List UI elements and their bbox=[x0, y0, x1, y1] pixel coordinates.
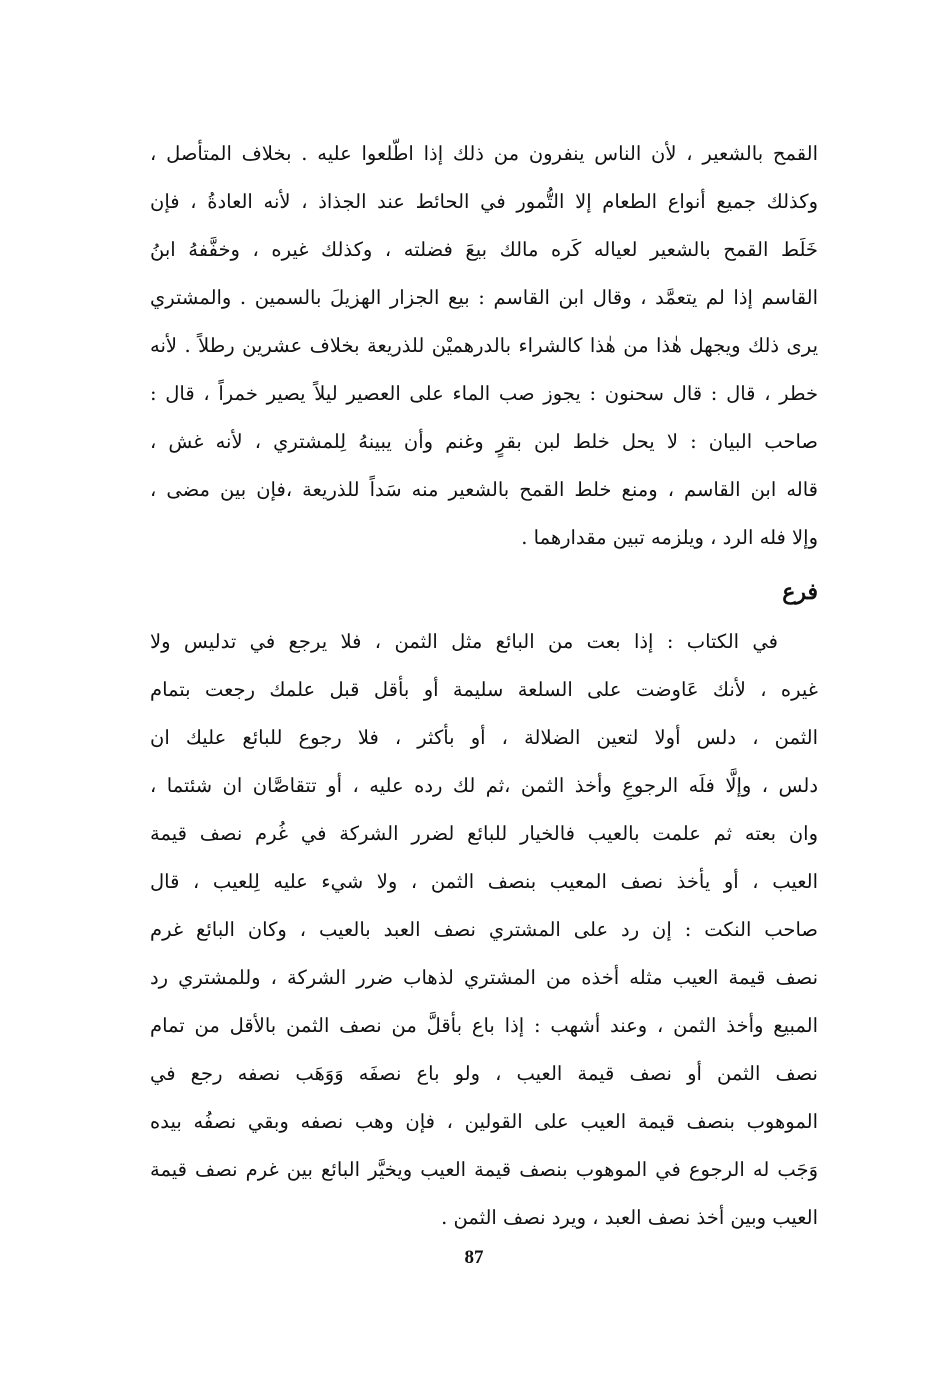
text-line: العيب ، أو يأخذ نصف المعيب بنصف الثمن ، ولا شيء عليه لِلعيب ، قال bbox=[150, 870, 818, 893]
text-line: وإلا فله الرد ، ويلزمه تبين مقدارهما . bbox=[521, 526, 818, 549]
text-line: صاحب النكت : إن رد على المشتري نصف العبد بالعيب ، وكان البائع غرم bbox=[150, 918, 818, 941]
text-line: الثمن ، دلس أولا لتعين الضلالة ، أو بأكثر ، فلا رجوع للبائع عليك ان bbox=[150, 726, 818, 749]
section-heading: فرع bbox=[782, 579, 818, 605]
text-line: خَلَط القمح بالشعير لعياله كَره مالك بيعَ فضلته ، وكذلك غيره ، وخفَّفهُ ابنُ bbox=[150, 238, 818, 261]
text-line: غيره ، لأنك عَاوضت على السلعة سليمة أو بأقل قبل علمك رجعت بتمام bbox=[150, 678, 818, 701]
text-line: القاسم إذا لم يتعمَّد ، وقال ابن القاسم : بيع الجزار الهزيلَ بالسمين . والمشتري bbox=[150, 286, 818, 309]
text-line: العيب وبين أخذ نصف العبد ، ويرد نصف الثمن . bbox=[441, 1206, 818, 1229]
text-line: في الكتاب : إذا بعت من البائع مثل الثمن ، فلا يرجع في تدليس ولا bbox=[150, 630, 778, 653]
text-line: نصف قيمة العيب مثله أخذه من المشتري لذهاب ضرر الشركة ، وللمشتري رد bbox=[150, 966, 818, 989]
paragraph-2 bbox=[150, 618, 818, 1242]
text-line: الموهوب بنصف قيمة العيب على القولين ، فإن وهب نصفه وبقي نصفُه بيده bbox=[150, 1110, 818, 1133]
text-line: يرى ذلك ويجهل هٰذا من هٰذا كالشراء بالدرهميْن للذريعة بخلاف عشرين رطلاً . لأنه bbox=[150, 334, 818, 357]
text-line: المبيع وأخذ الثمن ، وعند أشهب : إذا باع بأقلَّ من نصف الثمن بالأقل من تمام bbox=[150, 1014, 818, 1037]
text-line: وان بعته ثم علمت بالعيب فالخيار للبائع لضرر الشركة في غُرم نصف قيمة bbox=[150, 822, 818, 845]
text-line: وكذلك جميع أنواع الطعام إلا التُّمور في الحائط عند الجذاذ ، لأنه العادةُ ، فإن bbox=[150, 190, 818, 213]
page-number: 87 bbox=[464, 1247, 484, 1268]
page-body bbox=[150, 130, 818, 1242]
text-line: نصف الثمن أو نصف قيمة العيب ، ولو باع نصفَه وَوَهَب نصفه رجع في bbox=[150, 1062, 818, 1085]
text-line: القمح بالشعير ، لأن الناس ينفرون من ذلك إذا اطّلعوا عليه . بخلاف المتأصل ، bbox=[150, 142, 818, 165]
text-line: قاله ابن القاسم ، ومنع خلط القمح بالشعير منه سَداً للذريعة ،فإن بين مضى ، bbox=[150, 478, 818, 501]
text-line: صاحب البيان : لا يحل خلط لبن بقرٍ وغنم وأن يبينهُ لِلمشتري ، لأنه غش ، bbox=[150, 430, 818, 453]
text-line: وَجَب له الرجوع في الموهوب بنصف قيمة العيب ويخيَّر البائع بين غرم نصف قيمة bbox=[150, 1158, 818, 1181]
text-line: دلس ، وإلَّا فلَه الرجوعِ وأخذ الثمن ،ثم لك رده عليه ، أو تتقاصَّان ان شئتما ، bbox=[150, 774, 818, 797]
paragraph-1 bbox=[150, 130, 818, 562]
text-line: خطر ، قال : قال سحنون : يجوز صب الماء على العصير ليلاً يصير خمراً ، قال : bbox=[150, 382, 818, 405]
